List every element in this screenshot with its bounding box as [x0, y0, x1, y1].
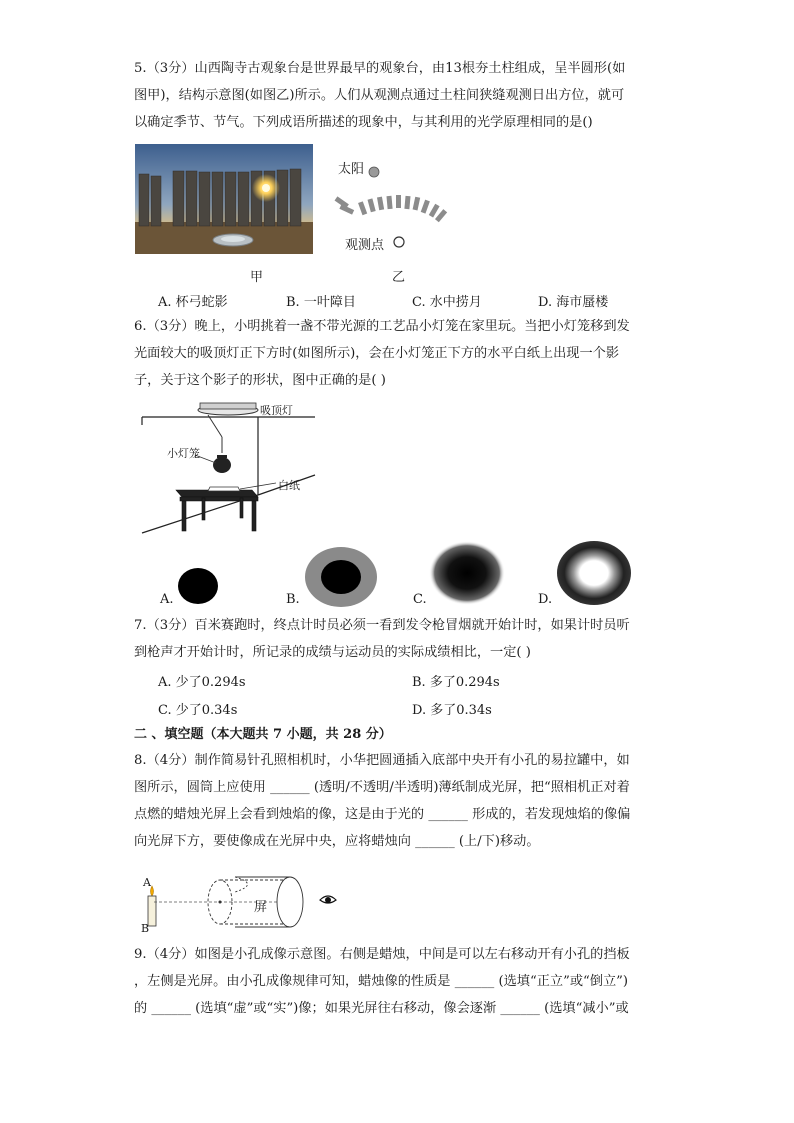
- paper-label: 白纸: [278, 479, 300, 492]
- question-7-text: [134, 612, 662, 666]
- shadow-option-d[interactable]: [556, 540, 632, 606]
- ceiling-lamp-icon: [198, 403, 258, 415]
- q6-option-c[interactable]: C.: [413, 592, 427, 607]
- shadow-option-a[interactable]: [176, 566, 220, 606]
- q7-option-d[interactable]: D. 多了0.34s: [412, 703, 492, 718]
- q5-line-1: 5.（3分）山西陶寺古观象台是世界最早的观象台，由13根夯土柱组成，呈半圆形(如: [134, 61, 626, 76]
- q5-line-3: 以确定季节、节气。下列成语所描述的现象中，与其利用的光学原理相同的是(): [134, 115, 593, 130]
- pinhole-camera-figure: [140, 872, 350, 938]
- table-icon: [176, 490, 258, 531]
- question-6-text: [134, 313, 662, 394]
- q6-option-d[interactable]: D.: [538, 592, 553, 607]
- screen-label: 屏: [254, 900, 268, 915]
- q6-line-3: 子，关于这个影子的形状，图中正确的是( ): [134, 373, 386, 388]
- q9-line-2: ，左侧是光屏。由小孔成像规律可知，蜡烛像的性质是 ______ (选填“正立”或“倒立”): [134, 974, 629, 989]
- q8-line-3: 点燃的蜡烛光屏上会看到烛焰的像，这是由于光的 ______ 形成的，若发现烛焰的像偏: [134, 807, 631, 822]
- lantern-label: 小灯笼: [167, 447, 200, 460]
- q7-option-a[interactable]: A. 少了0.294s: [158, 675, 246, 690]
- question-9-text: [134, 941, 662, 1022]
- observatory-photo: [135, 144, 313, 254]
- observation-point-icon: [394, 237, 404, 247]
- eye-icon: [320, 896, 336, 903]
- caption-yi: 乙: [392, 270, 406, 285]
- sun-icon: [369, 167, 379, 177]
- question-5-text: [134, 55, 662, 136]
- observer-label: 观测点: [345, 238, 385, 253]
- q6-line-2: 光面较大的吸顶灯正下方时(如图所示)，会在小灯笼正下方的水平白纸上出现一个影: [134, 346, 620, 361]
- lantern-icon: [213, 455, 231, 473]
- q9-line-1: 9.（4分）如图是小孔成像示意图。右侧是蜡烛，中间是可以左右移动开有小孔的挡板: [134, 947, 630, 962]
- q6-line-1: 6.（3分）晚上，小明挑着一盏不带光源的工艺品小灯笼在家里玩。当把小灯笼移到发: [134, 319, 630, 334]
- q5-option-c[interactable]: C. 水中捞月: [412, 295, 482, 310]
- candle-icon: [148, 886, 156, 926]
- question-8-text: [134, 747, 662, 855]
- ceiling-lamp-label: 吸顶灯: [260, 404, 293, 417]
- q5-option-d[interactable]: D. 海市蜃楼: [538, 295, 609, 310]
- q9-line-3: 的 ______ (选填“虚”或“实”)像；如果光屏往右移动，像会逐渐 ______ (选填“减小”或: [134, 1001, 629, 1016]
- q5-option-b[interactable]: B. 一叶障目: [286, 295, 356, 310]
- q7-line-1: 7.（3分）百米赛跑时，终点计时员必须一看到发令枪冒烟就开始计时，如果计时员听: [134, 618, 630, 633]
- point-b-label: B: [141, 922, 150, 935]
- shadow-option-b[interactable]: [304, 546, 378, 608]
- q6-option-a[interactable]: A.: [160, 592, 174, 607]
- q5-option-a[interactable]: A. 杯弓蛇影: [158, 295, 228, 310]
- sun-label: 太阳: [338, 162, 365, 177]
- q7-option-c[interactable]: C. 少了0.34s: [158, 703, 238, 718]
- shadow-option-c[interactable]: [428, 540, 506, 606]
- q8-line-2: 图所示，圆筒上应使用 ______ (透明/不透明/半透明)薄纸制成光屏，把“照相机正对着: [134, 780, 630, 795]
- q8-line-4: 向光屏下方，要使像成在光屏中央，应将蜡烛向 ______ (上/下)移动。: [134, 834, 540, 849]
- point-a-label: A: [143, 876, 151, 889]
- q7-option-b[interactable]: B. 多了0.294s: [412, 675, 500, 690]
- q5-line-2: 图甲)，结构示意图(如图乙)所示。人们从观测点通过土柱间狭缝观测日出方位，就可: [134, 88, 625, 103]
- q6-option-b[interactable]: B.: [286, 592, 300, 607]
- q7-line-2: 到枪声才开始计时，所记录的成绩与运动员的实际成绩相比，一定( ): [134, 645, 531, 660]
- q8-line-1: 8.（4分）制作简易针孔照相机时，小华把圆通插入底部中央开有小孔的易拉罐中，如: [134, 753, 630, 768]
- caption-jia: 甲: [250, 270, 264, 285]
- section-2-heading: 二 、填空题（本大题共 7 小题，共 28 分）: [134, 727, 392, 742]
